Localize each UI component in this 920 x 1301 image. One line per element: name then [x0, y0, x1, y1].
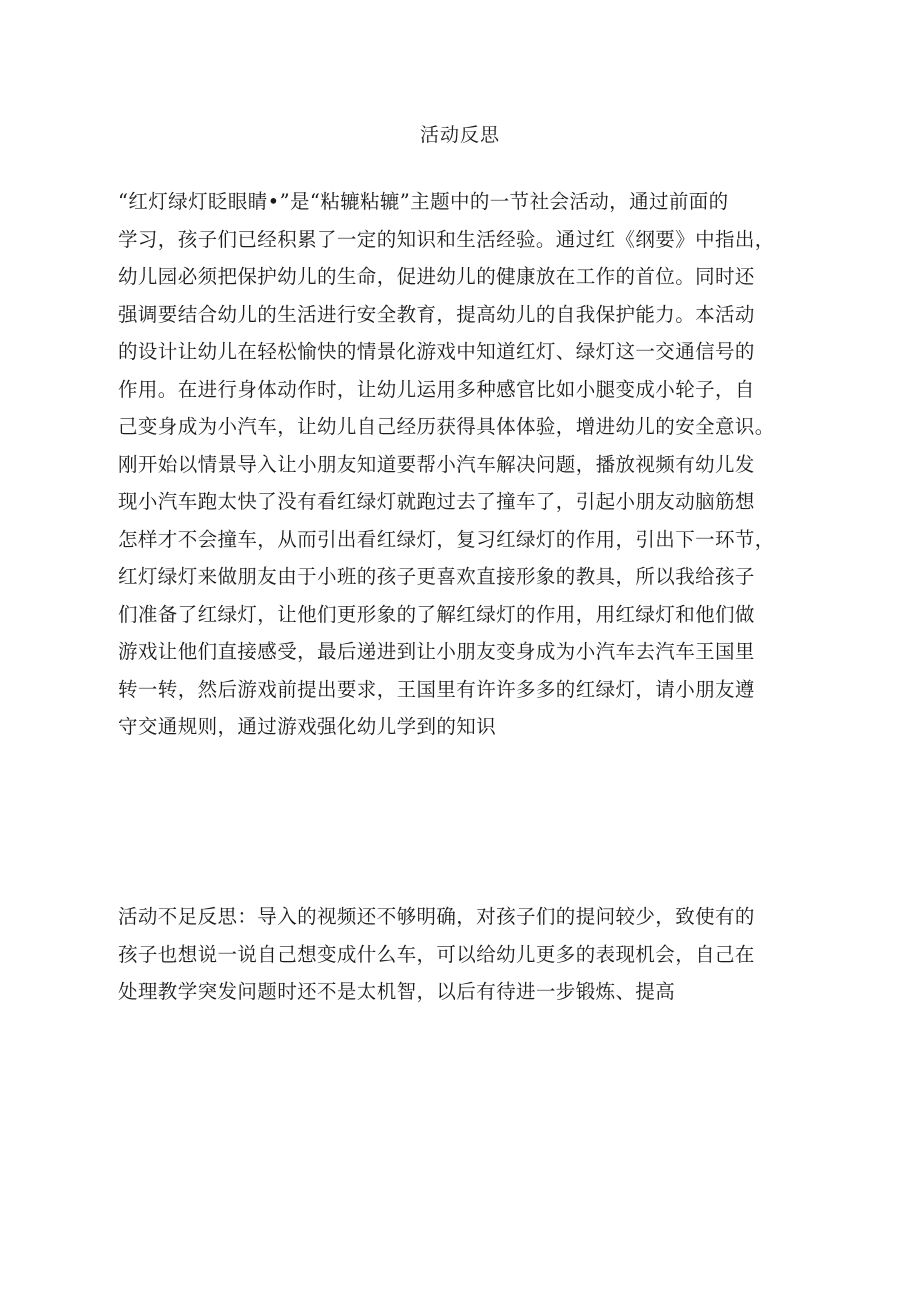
text-line: 转一转，然后游戏前提出要求，王国里有许许多多的红绿灯，请小朋友遵 [118, 677, 755, 701]
text-line: 现小汽车跑太快了没有看红绿灯就跑过去了撞车了，引起小朋友动脑筋想 [118, 490, 755, 513]
text-line: 守交通规则，通过游戏强化幼儿学到的知识 [118, 715, 497, 738]
paragraph-activity-reflection [118, 183, 838, 746]
text-line: 的设计让幼儿在轻松愉快的情景化游戏中知道红灯、绿灯这一交通信号的 [118, 340, 755, 363]
text-line: 刚开始以情景导入让小朋友知道要帮小汽车解决问题，播放视频有幼儿发 [118, 452, 755, 476]
paragraph-shortcomings [118, 898, 838, 1011]
page-title: 活动反思 [419, 124, 500, 146]
text-line: 己变身成为小汽车，让幼儿自己经历获得具体体验，增进幼儿的安全意识。 [118, 415, 775, 438]
text-line: 红灯绿灯来做朋友由于小班的孩子更喜欢直接形象的教具，所以我给孩子 [118, 565, 755, 588]
text-line: 怎样才不会撞车，从而引出看红绿灯，复习红绿灯的作用，引出下一环节， [118, 527, 775, 551]
text-line: 活动不足反思：导入的视频还不够明确，对孩子们的提问较少，致使有的 [118, 905, 755, 928]
text-line: 游戏让他们直接感受，最后递进到让小朋友变身成为小汽车去汽车王国里 [118, 640, 755, 663]
text-line: 孩子也想说一说自己想变成什么车，可以给幼儿更多的表现机会，自己在 [118, 942, 755, 966]
text-line: 处理教学突发问题时还不是太机智，以后有待进一步锻炼、提高 [118, 980, 676, 1003]
text-line: “红灯绿灯眨眼睛•”是“粘辘粘辘”主题中的一节社会活动，通过前面的 [118, 190, 729, 213]
text-line: 们准备了红绿灯，让他们更形象的了解红绿灯的作用，用红绿灯和他们做 [118, 602, 755, 626]
text-line: 学习，孩子们已经积累了一定的知识和生活经验。通过红《纲要》中指出， [118, 227, 775, 251]
text-line: 强调要结合幼儿的生活进行安全教育，提高幼儿的自我保护能力。本活动 [118, 302, 755, 326]
text-line: 幼儿园必须把保护幼儿的生命，促进幼儿的健康放在工作的首位。同时还 [118, 265, 755, 288]
text-line: 作用。在进行身体动作时，让幼儿运用多种感官比如小腿变成小轮子，自 [118, 377, 755, 401]
